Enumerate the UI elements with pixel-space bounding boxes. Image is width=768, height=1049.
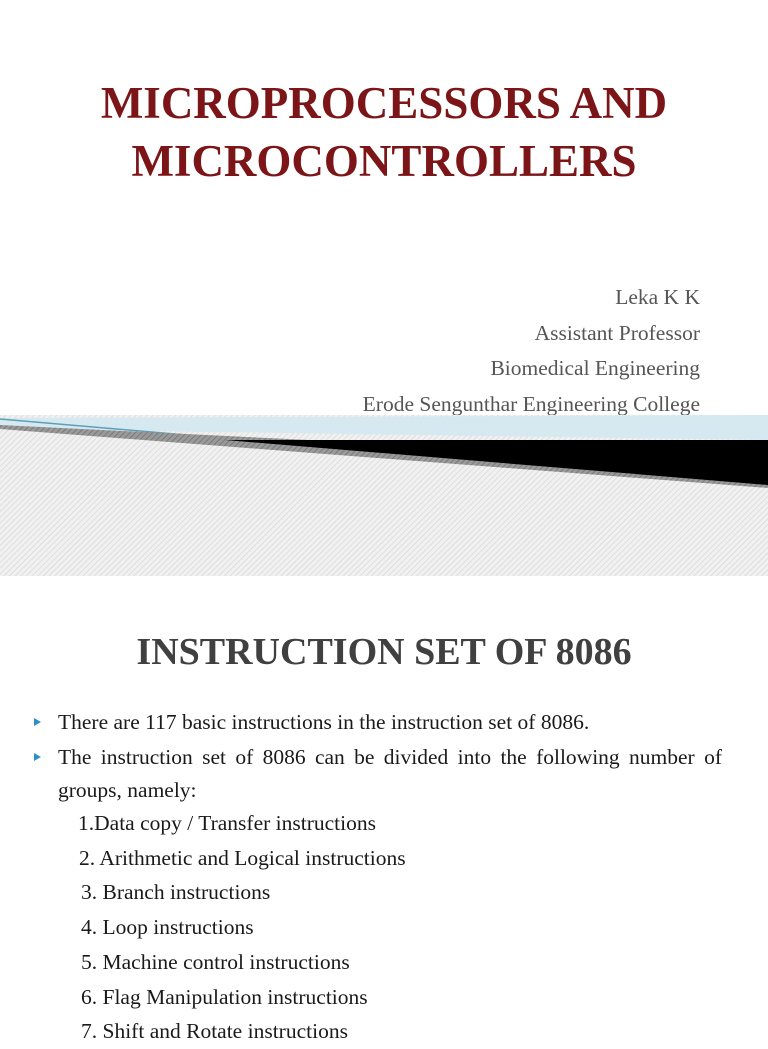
author-block xyxy=(363,280,700,422)
bullet-text: The instruction set of 8086 can be divided into the following number of groups, namely: xyxy=(58,745,722,802)
title-line-1: MICROPROCESSORS AND xyxy=(100,78,668,128)
group-list xyxy=(78,806,406,1049)
list-item: 3. Branch instructions xyxy=(81,880,271,905)
decorative-band xyxy=(0,415,768,576)
bullet-arrow-icon xyxy=(34,718,41,726)
bullet-arrow-icon xyxy=(34,753,41,761)
list-item: 7. Shift and Rotate instructions xyxy=(81,1019,348,1044)
list-item: 6. Flag Manipulation instructions xyxy=(81,984,368,1009)
bullet-item xyxy=(58,741,722,807)
list-item: 4. Loop instructions xyxy=(81,915,254,940)
presentation-title xyxy=(0,74,768,190)
bullet-list xyxy=(58,706,722,809)
list-item: 1.Data copy / Transfer instructions xyxy=(78,811,376,835)
bullet-text: There are 117 basic instructions in the instruction set of 8086. xyxy=(58,710,590,734)
bullet-item xyxy=(58,706,722,739)
list-item: 5. Machine control instructions xyxy=(81,949,350,974)
author-name: Leka K K xyxy=(615,285,700,309)
author-college: Erode Sengunthar Engineering College xyxy=(362,391,700,416)
hatched-floor xyxy=(0,415,768,576)
author-department: Biomedical Engineering xyxy=(490,356,700,380)
author-position: Assistant Professor xyxy=(534,320,700,345)
slide-title: INSTRUCTION SET OF 8086 xyxy=(136,631,632,673)
instruction-set-slide xyxy=(0,576,768,1044)
title-line-2: MICROCONTROLLERS xyxy=(131,136,637,186)
list-item: 2. Arithmetic and Logical instructions xyxy=(79,845,406,870)
